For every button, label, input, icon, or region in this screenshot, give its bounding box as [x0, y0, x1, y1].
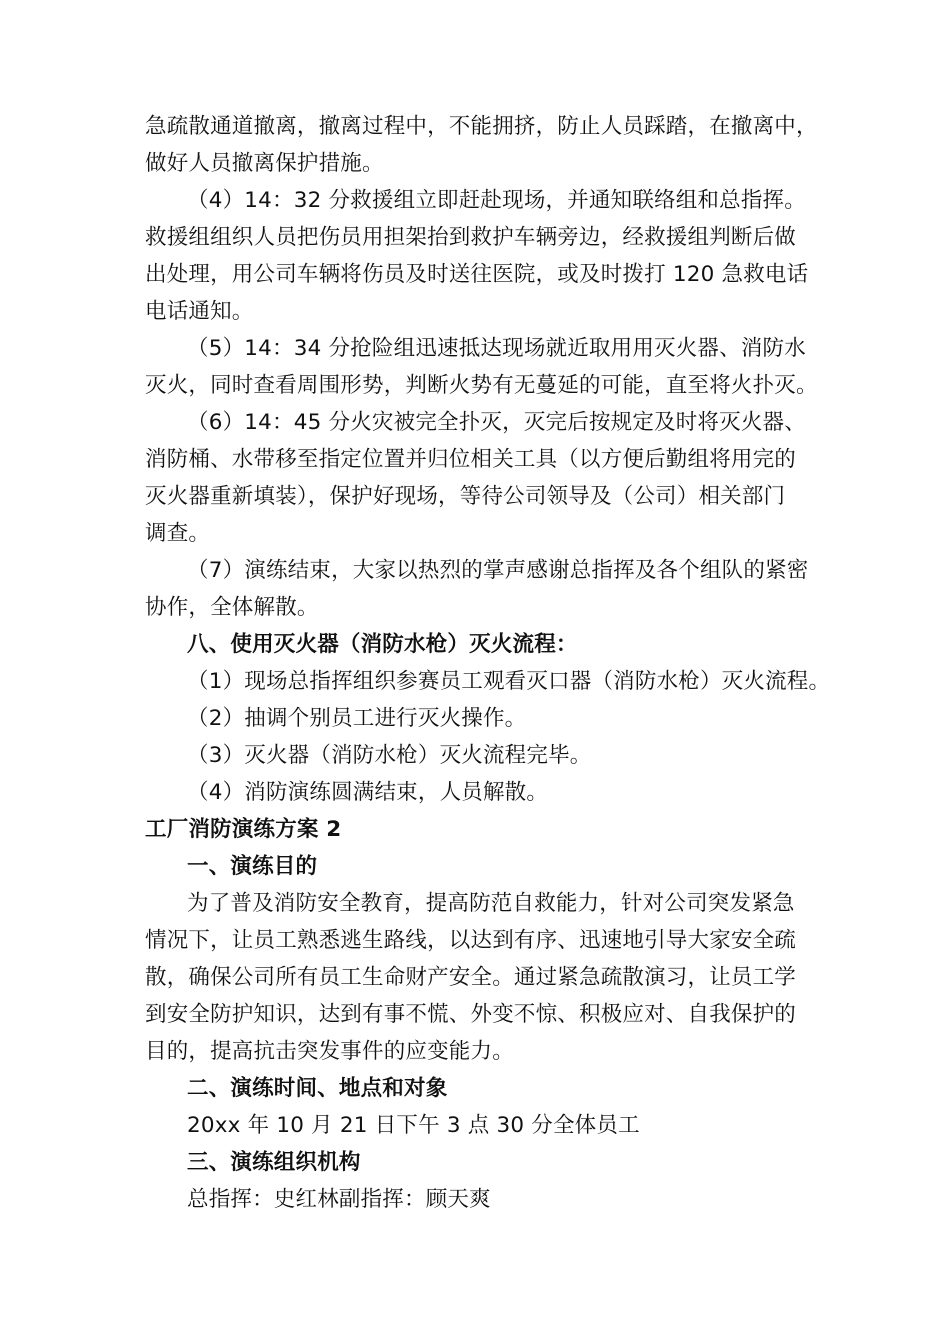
paragraph-line: 到安全防护知识，达到有事不慌、外变不惊、积极应对、自我保护的 — [145, 1002, 797, 1027]
paragraph-line: 目的，提高抗击突发事件的应变能力。 — [145, 1039, 514, 1064]
paragraph-line: 20xx 年 10 月 21 日下午 3 点 30 分全体员工 — [187, 1113, 640, 1138]
section-heading: 三、演练组织机构 — [187, 1150, 361, 1175]
paragraph-line: 救援组组织人员把伤员用担架抬到救护车辆旁边，经救援组判断后做 — [145, 225, 797, 250]
paragraph-line: 总指挥：史红林副指挥：顾天爽 — [187, 1187, 491, 1212]
list-item: （1）现场总指挥组织参赛员工观看灭口器（消防水枪）灭火流程。 — [187, 669, 831, 694]
paragraph-line: 急疏散通道撤离，撤离过程中，不能拥挤，防止人员踩踏，在撤离中， — [145, 114, 818, 139]
section-heading: 二、演练时间、地点和对象 — [187, 1076, 448, 1101]
paragraph-line: 调查。 — [145, 521, 211, 546]
paragraph-line: （4）14：32 分救援组立即赶赴现场，并通知联络组和总指挥。 — [187, 188, 806, 213]
paragraph-line: （5）14：34 分抢险组迅速抵达现场就近取用用灭火器、消防水 — [187, 336, 806, 361]
document-title: 工厂消防演练方案 2 — [145, 817, 342, 842]
list-item: （3）灭火器（消防水枪）灭火流程完毕。 — [187, 743, 592, 768]
paragraph-line: 散，确保公司所有员工生命财产安全。通过紧急疏散演习，让员工学 — [145, 965, 797, 990]
paragraph-line: 消防桶、水带移至指定位置并归位相关工具（以方便后勤组将用完的 — [145, 447, 797, 472]
list-item: （2）抽调个别员工进行灭火操作。 — [187, 706, 527, 731]
paragraph-line: 为了普及消防安全教育，提高防范自救能力，针对公司突发紧急 — [187, 891, 795, 916]
paragraph-line: 出处理，用公司车辆将伤员及时送往医院，或及时拨打 120 急救电话 — [145, 262, 809, 287]
paragraph-line: （6）14：45 分火灾被完全扑灭，灭完后按规定及时将灭火器、 — [187, 410, 806, 435]
paragraph-line: 协作，全体解散。 — [145, 595, 319, 620]
list-item: （4）消防演练圆满结束，人员解散。 — [187, 780, 549, 805]
paragraph-line: 情况下，让员工熟悉逃生路线，以达到有序、迅速地引导大家安全疏 — [145, 928, 797, 953]
paragraph-line: 灭火器重新填装），保护好现场，等待公司领导及（公司）相关部门 — [145, 484, 786, 509]
section-heading: 八、使用灭火器（消防水枪）灭火流程： — [187, 632, 578, 657]
paragraph-line: 电话通知。 — [145, 299, 254, 324]
paragraph-line: 做好人员撤离保护措施。 — [145, 151, 384, 176]
paragraph-line: （7）演练结束，大家以热烈的掌声感谢总指挥及各个组队的紧密 — [187, 558, 809, 583]
paragraph-line: 灭火，同时查看周围形势，判断火势有无蔓延的可能，直至将火扑灭。 — [145, 373, 818, 398]
section-heading: 一、演练目的 — [187, 854, 318, 879]
